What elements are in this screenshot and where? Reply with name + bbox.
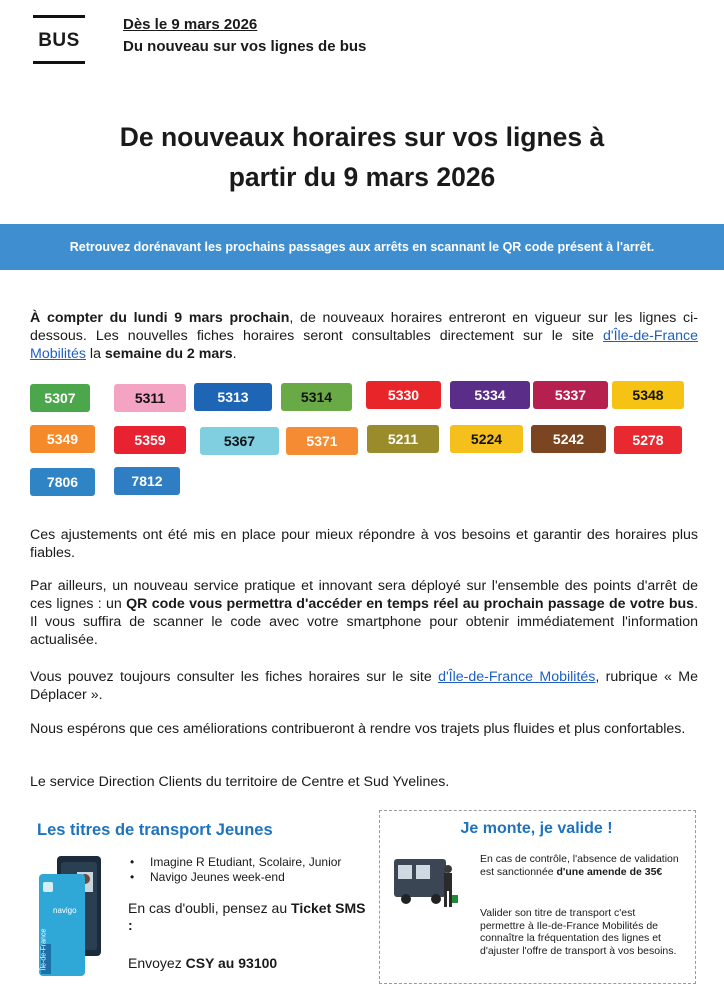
navigo-card-label: navigo bbox=[53, 906, 77, 915]
logo-text: BUS bbox=[38, 30, 80, 51]
fine-bold: d'une amende de 35€ bbox=[556, 865, 663, 878]
timetables-text-2: , rubrique « Me Déplacer ». bbox=[30, 669, 698, 703]
idfm-link-2[interactable]: d'Île-de-France Mobilités bbox=[438, 669, 596, 685]
intro-text-3: . bbox=[232, 346, 237, 362]
sms-text: Envoyez bbox=[128, 955, 186, 971]
qr-banner-text: Retrouvez dorénavant les prochains passages aux arrêts en scannant le QR code présent à l'arrêt. bbox=[69, 240, 655, 254]
youth-tickets-title: Les titres de transport Jeunes bbox=[37, 821, 273, 839]
line-badge-5311: 5311 bbox=[114, 384, 186, 412]
fine-text: En cas de contrôle, l'absence de validation est sanctionnée bbox=[480, 853, 679, 878]
qr-banner bbox=[0, 224, 724, 270]
page-title bbox=[0, 117, 724, 197]
line-badge-5349: 5349 bbox=[30, 425, 95, 453]
paragraph-hope: Nous espérons que ces améliorations contribueront à rendre vos trajets plus fluides et plus confortables. bbox=[30, 721, 686, 737]
forget-bold: Ticket SMS : bbox=[128, 900, 366, 933]
line-badge-5224: 5224 bbox=[450, 425, 523, 453]
sms-bold: CSY au 93100 bbox=[185, 955, 278, 971]
title-line-2: partir du 9 mars 2026 bbox=[228, 162, 496, 192]
idf-card-brand: Île-de-France bbox=[40, 928, 48, 971]
intro-paragraph bbox=[30, 309, 698, 363]
line-badge-5307: 5307 bbox=[30, 384, 90, 412]
line-badge-7806: 7806 bbox=[30, 468, 95, 496]
list-item: • Navigo Jeunes week-end bbox=[128, 870, 341, 885]
line-badge-5348: 5348 bbox=[612, 381, 684, 409]
intro-bold-date: À compter du lundi 9 mars prochain bbox=[30, 310, 290, 326]
sms-instruction bbox=[128, 955, 277, 971]
qr-bold: QR code vous permettra d'accéder en temps réel au prochain passage de votre bus bbox=[126, 596, 695, 612]
list-item: • Imagine R Etudiant, Scolaire, Junior bbox=[128, 855, 341, 870]
navigo-cards-image bbox=[37, 854, 107, 979]
logo-bar-top bbox=[33, 15, 85, 18]
idfm-link[interactable]: d'Île-de-France Mobilités bbox=[30, 328, 698, 362]
line-badge-5371: 5371 bbox=[286, 427, 358, 455]
line-badge-5337: 5337 bbox=[533, 381, 608, 409]
line-badge-5314: 5314 bbox=[281, 383, 352, 411]
logo-bar-bottom bbox=[33, 61, 85, 64]
line-badge-5330: 5330 bbox=[366, 381, 441, 409]
paragraph-qr-service bbox=[30, 577, 698, 649]
validation-explanation: Valider son titre de transport c'est permettre à Ile-de-France Mobilités de connaître la fréquentation des lignes et d'ajuster l'offre de transport à vos besoins. bbox=[480, 907, 677, 957]
paragraph-signature: Le service Direction Clients du territoire de Centre et Sud Yvelines. bbox=[30, 774, 450, 790]
intro-text-2: la bbox=[85, 346, 105, 362]
paragraph-adjustments: Ces ajustements ont été mis en place pour mieux répondre à vos besoins et garantir des horaires plus fiables. bbox=[30, 527, 698, 561]
line-badge-5242: 5242 bbox=[531, 425, 606, 453]
timetables-text-1: Vous pouvez toujours consulter les fiches horaires sur le site bbox=[30, 669, 439, 685]
fine-notice bbox=[480, 853, 680, 878]
line-badge-5359: 5359 bbox=[114, 426, 186, 454]
line-badge-5334: 5334 bbox=[450, 381, 530, 409]
intro-text-1: , de nouveaux horaires entreront en vigueur sur les lignes ci-dessous. Les nouvelles fiches horaires seront consultables directement sur le site bbox=[30, 310, 698, 344]
line-badge-5278: 5278 bbox=[614, 426, 682, 454]
header-subtitle: Du nouveau sur vos lignes de bus bbox=[123, 38, 367, 55]
header-date: Dès le 9 mars 2026 bbox=[123, 16, 258, 33]
title-line-1: De nouveaux horaires sur vos lignes à bbox=[119, 122, 605, 152]
line-badge-5313: 5313 bbox=[194, 383, 272, 411]
line-badge-7812: 7812 bbox=[114, 467, 180, 495]
intro-bold-week: semaine du 2 mars bbox=[104, 346, 233, 362]
bus-boarding-icon bbox=[392, 855, 462, 915]
qr-text-2: . Il vous suffira de scanner le code avec votre smartphone pour obtenir immédiatement l'information actualisée. bbox=[30, 596, 699, 648]
qr-text-1: Par ailleurs, un nouveau service pratique et innovant sera déployé sur l'ensemble des points d'arrêt de ces lignes : un bbox=[30, 578, 698, 612]
bus-logo bbox=[33, 13, 85, 65]
validate-title: Je monte, je valide ! bbox=[460, 820, 613, 837]
paragraph-timetables bbox=[30, 668, 698, 704]
line-badge-5211: 5211 bbox=[367, 425, 439, 453]
forget-text: En cas d'oubli, pensez au bbox=[128, 900, 292, 916]
ticket-sms-reminder bbox=[128, 900, 368, 934]
line-badge-5367: 5367 bbox=[200, 427, 279, 455]
youth-tickets-list bbox=[128, 855, 341, 885]
